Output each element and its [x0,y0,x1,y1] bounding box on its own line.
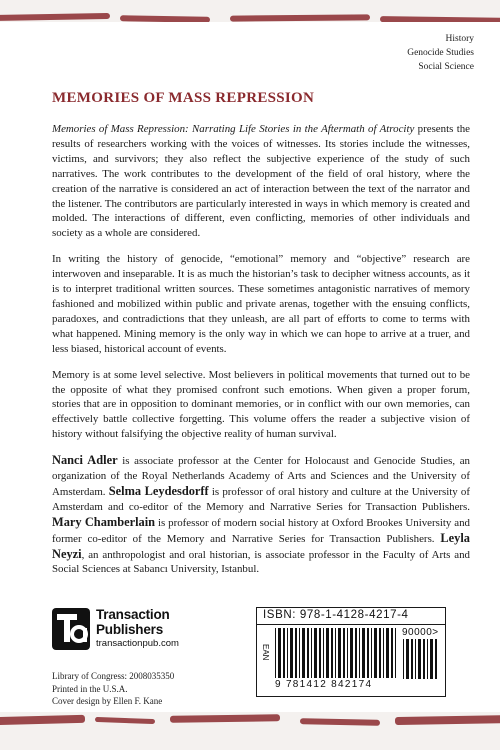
brush-stroke [380,16,500,22]
author-bios [52,453,470,577]
brush-stroke [120,15,210,22]
book-title: MEMORIES OF MASS REPRESSION [52,90,315,106]
brush-stroke [95,717,155,724]
isbn-barcode-box [256,607,446,697]
publisher-name-line1: Transaction [96,607,170,622]
barcode-bar [307,628,309,678]
barcode-bar [403,639,404,679]
barcode-bar [278,628,281,678]
author-name: Selma Leydesdorff [108,483,209,498]
barcode-bar [379,628,381,678]
subject-categories [407,32,474,74]
barcode-bar [395,628,396,678]
barcode-bar [275,628,276,678]
ean-digits: 9 781412 842174 [275,679,373,690]
author-bio: is associate professor at the Center for Holocaust and Genocide Studies, an organization of the Royal Netherlands Academy of Arts and Sciences and the University of Amsterdam. [52,455,470,498]
barcode-bar [386,628,389,678]
ean-label: EAN [261,644,270,661]
barcode-bar [311,628,312,678]
barcode-bar [418,639,421,679]
barcode-bar [343,628,345,678]
cover-design-credit: Cover design by Ellen F. Kane [52,696,163,706]
brush-stroke [0,715,85,725]
top-decorative-band [0,0,500,22]
barcode-bar [430,639,433,679]
barcode-bar [323,628,324,678]
author-name: Nanci Adler [52,453,118,468]
back-cover-copy [52,122,470,588]
barcode-bar [415,639,416,679]
barcode-bar [391,628,393,678]
barcode-bar [435,639,437,679]
barcode-bar [383,628,384,678]
publisher-name [96,607,170,637]
ean-barcode [275,628,399,678]
category-history: History [445,34,474,44]
barcode-bar [290,628,293,678]
publisher-url[interactable]: transactionpub.com [96,638,179,649]
addon-barcode [403,639,441,679]
barcode-bar [371,628,372,678]
barcode-bar [283,628,285,678]
paragraph-1-text: presents the results of researchers working with the voices of witnesses. Its stories include the witnesses, victims, and survivors; they also reflect the subjective experience of the study of such narratives. The work contributes to the development of the field of oral history, where the creation of the narrative is considered an act of interaction between the text of the narrator and the listener. The contributors are particularly interested in ways in which memory is created and molded. The interactions of different, even conflicting, memories of other individuals and society as a whole are considered. [52,123,470,240]
description-paragraph-2: In writing the history of genocide, “emotional” memory and “objective” research are interwoven and inseparable. It is as much the historian’s task to decipher witness accounts, as it is to interpret traditional written sources. These sometimes antagonistic narratives of memory fashioned and mobilized within public and private arenas, together with the ensuing conflicts, paradoxes, and contradictions that they unleash, are all part of efforts to come to terms with what happened. Mining memory is the only way in which we can hope to arrive at a truer, and less biased, historical account of events. [52,253,470,355]
barcode-bar [362,628,365,678]
barcode-bar [423,639,425,679]
library-of-congress: Library of Congress: 2008035350 [52,671,175,681]
price-code: 90000> [402,627,439,638]
barcode-bar [347,628,348,678]
barcode-bar [411,639,413,679]
transaction-logo-icon [52,608,90,650]
barcode-bar [331,628,333,678]
barcode-bar [355,628,357,678]
bottom-decorative-band [0,712,500,750]
printed-in: Printed in the U.S.A. [52,683,128,694]
barcode-bar [287,628,288,678]
author-name: Leyla Neyzi [52,530,470,561]
isbn-number: ISBN: 978-1-4128-4217-4 [263,609,409,621]
brush-stroke [230,14,370,21]
barcode-bar [406,639,409,679]
barcode-bar [427,639,428,679]
barcode-bar [299,628,300,678]
barcode-bar [359,628,360,678]
author-bio: , an anthropologist and oral historian, is associate professor in the Faculty of Arts and Social Sciences at Sabancı University, Istanbul. [52,548,470,576]
author-name: Mary Chamberlain [52,514,156,529]
brush-stroke [170,714,280,723]
barcode-bar [374,628,377,678]
barcode-bar [319,628,321,678]
publisher-logo [52,605,202,655]
barcode-bar [338,628,341,678]
category-social-science: Social Science [418,62,474,72]
publisher-name-line2: Publishers [96,622,164,637]
barcode-bar [326,628,329,678]
brush-stroke [0,13,110,21]
author-bio: is professor of oral history and culture at the University of Amsterdam and co-editor of the Memory and Narrative Series for Transaction Publishers. [52,485,470,513]
barcode-bar [302,628,305,678]
isbn-divider [257,624,445,625]
brush-stroke [395,715,500,725]
imprint-info [52,670,174,708]
brush-stroke [300,718,380,726]
category-genocide-studies: Genocide Studies [407,48,474,58]
description-paragraph-1 [52,122,470,241]
book-full-title: Memories of Mass Repression: Narrating Life Stories in the Aftermath of Atrocity [52,123,415,135]
description-paragraph-3: Memory is at some level selective. Most believers in political movements that turned out to be the opposite of what they promised confront such emotions. When given a proper forum, stories that are in opposition to dominant memories, or in conflict with our own memories, can effectively battle collective forgetting. This volume offers the reader a subjective vision of history without falsifying the objective reality of human survival. [52,368,470,441]
author-bio: is professor of modern social history at Oxford Brookes University and former co-editor of the Memory and Narrative Series for Transaction Publishers. [52,516,470,545]
barcode-bar [295,628,297,678]
barcode-bar [367,628,369,678]
barcode-bar [314,628,317,678]
barcode-bar [335,628,336,678]
barcode-bar [350,628,353,678]
